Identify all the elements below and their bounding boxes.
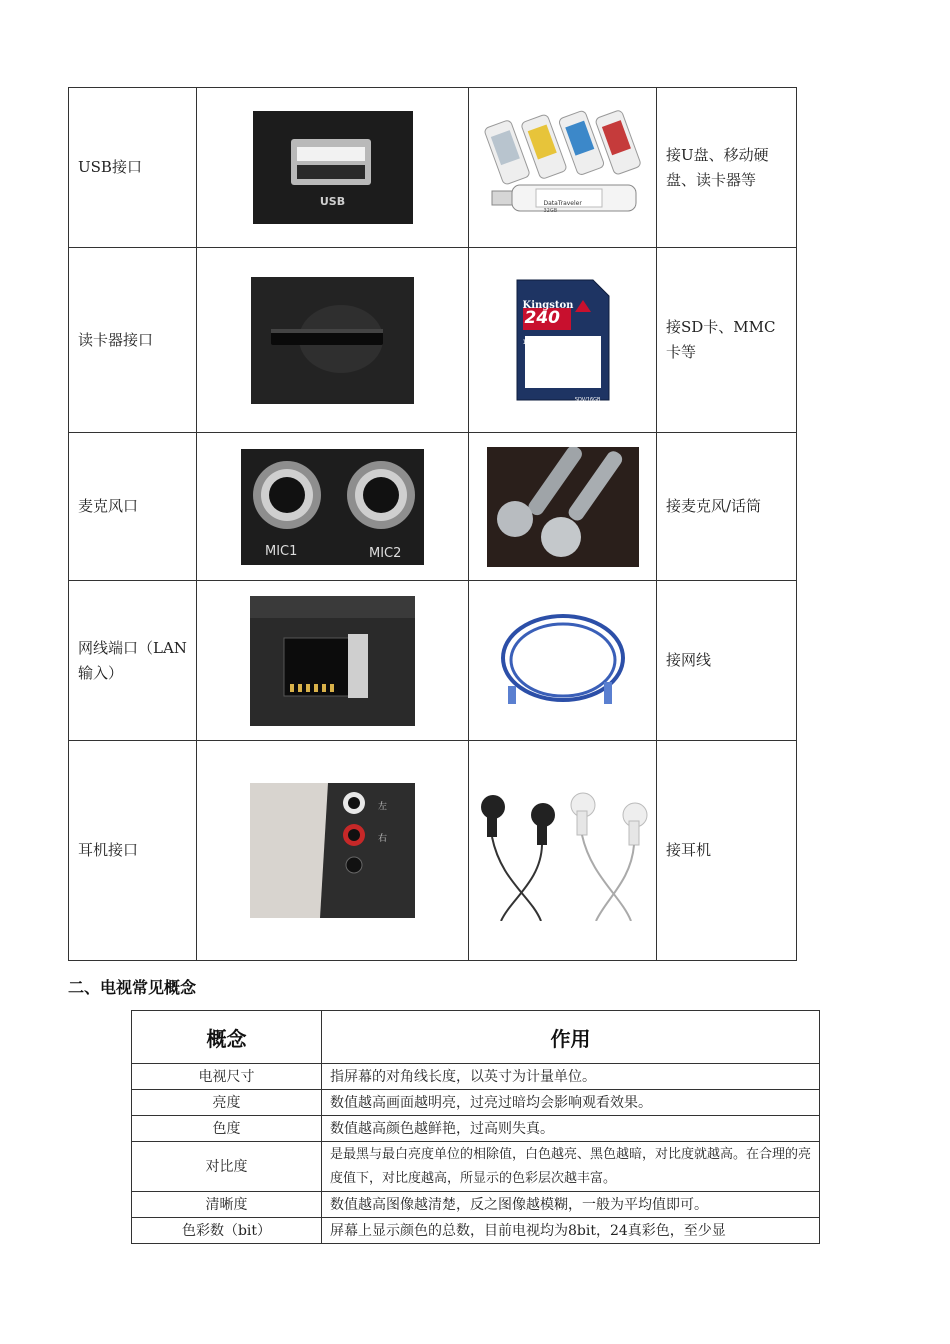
mic-jacks-photo — [241, 449, 424, 565]
table-row — [69, 88, 797, 248]
usb-port-photo — [253, 111, 413, 224]
concept-desc: 是最黑与最白亮度单位的相除值，白色越亮、黑色越暗，对比度就越高。在合理的亮度值下，对比度越高，所显示的色彩层次越丰富。 — [322, 1142, 820, 1192]
usb-drive-brand: DataTraveler — [543, 199, 582, 207]
interface-name: USB接口 — [69, 88, 197, 248]
earphones-icon — [471, 781, 655, 921]
network-cable-icon — [488, 606, 638, 716]
mic1-label: MIC1 — [265, 543, 298, 559]
usb-flash-drives-photo — [478, 109, 648, 227]
concept-table — [131, 1010, 820, 1244]
interface-desc: 接SD卡、MMC卡等 — [657, 248, 797, 433]
usb-drive-capacity: 32GB — [543, 207, 558, 214]
network-cable-photo — [488, 606, 638, 716]
headphone-jack-photo — [250, 783, 415, 918]
interface-name: 耳机接口 — [69, 741, 197, 961]
interface-desc: 接耳机 — [657, 741, 797, 961]
concept-desc: 数值越高颜色越鲜艳，过高则失真。 — [322, 1116, 820, 1142]
table-row — [132, 1116, 820, 1142]
interface-table — [68, 87, 797, 961]
table-row — [69, 248, 797, 433]
earphones-photo — [471, 781, 655, 921]
concept-desc: 指屏幕的对角线长度，以英寸为计量单位。 — [322, 1064, 820, 1090]
table-row — [132, 1218, 820, 1244]
card-reader-slot-photo — [251, 277, 414, 404]
interface-desc: 接网线 — [657, 581, 797, 741]
left-channel-label: 左 — [378, 802, 388, 812]
headphone-jack-icon — [250, 783, 415, 918]
lan-port-icon — [250, 596, 415, 726]
mic2-label: MIC2 — [369, 545, 402, 561]
card-slot-icon — [251, 277, 414, 404]
section-title: 二、电视常见概念 — [68, 978, 197, 997]
interface-desc: 接U盘、移动硬盘、读卡器等 — [657, 88, 797, 248]
interface-name: 麦克风口 — [69, 433, 197, 581]
table-row — [69, 433, 797, 581]
concept-term: 电视尺寸 — [132, 1064, 322, 1090]
interface-name: 读卡器接口 — [69, 248, 197, 433]
table-header-row — [132, 1011, 820, 1064]
table-row — [132, 1142, 820, 1192]
table-row — [69, 741, 797, 961]
sd-card-speed: 240 — [524, 308, 560, 328]
sd-card-capacity: 16GB | minutes — [522, 339, 570, 346]
interface-desc: 接麦克风/话筒 — [657, 433, 797, 581]
sd-card-brand: Kingston — [522, 300, 574, 311]
concept-term: 色彩数（bit） — [132, 1218, 322, 1244]
concept-term: 清晰度 — [132, 1192, 322, 1218]
concept-desc: 数值越高图像越清楚，反之图像越模糊，一般为平均值即可。 — [322, 1192, 820, 1218]
interface-name: 网线端口（LAN输入） — [69, 581, 197, 741]
right-channel-label: 右 — [378, 834, 388, 844]
table-row — [132, 1090, 820, 1116]
lan-port-photo — [250, 596, 415, 726]
column-header-concept: 概念 — [132, 1011, 322, 1064]
concept-term: 色度 — [132, 1116, 322, 1142]
usb-label: USB — [319, 195, 346, 208]
table-row — [132, 1192, 820, 1218]
sd-card-model: SDV/16GB — [574, 397, 601, 402]
microphones-photo — [487, 447, 639, 567]
concept-term: 对比度 — [132, 1142, 322, 1192]
microphone-icon — [487, 447, 639, 567]
table-row — [69, 581, 797, 741]
concept-desc: 数值越高画面越明亮，过亮过暗均会影响观看效果。 — [322, 1090, 820, 1116]
sd-card-photo — [515, 278, 611, 402]
table-row — [132, 1064, 820, 1090]
concept-desc: 屏幕上显示颜色的总数，目前电视均为8bit，24真彩色，至少显 — [322, 1218, 820, 1244]
column-header-function: 作用 — [322, 1011, 820, 1064]
concept-term: 亮度 — [132, 1090, 322, 1116]
